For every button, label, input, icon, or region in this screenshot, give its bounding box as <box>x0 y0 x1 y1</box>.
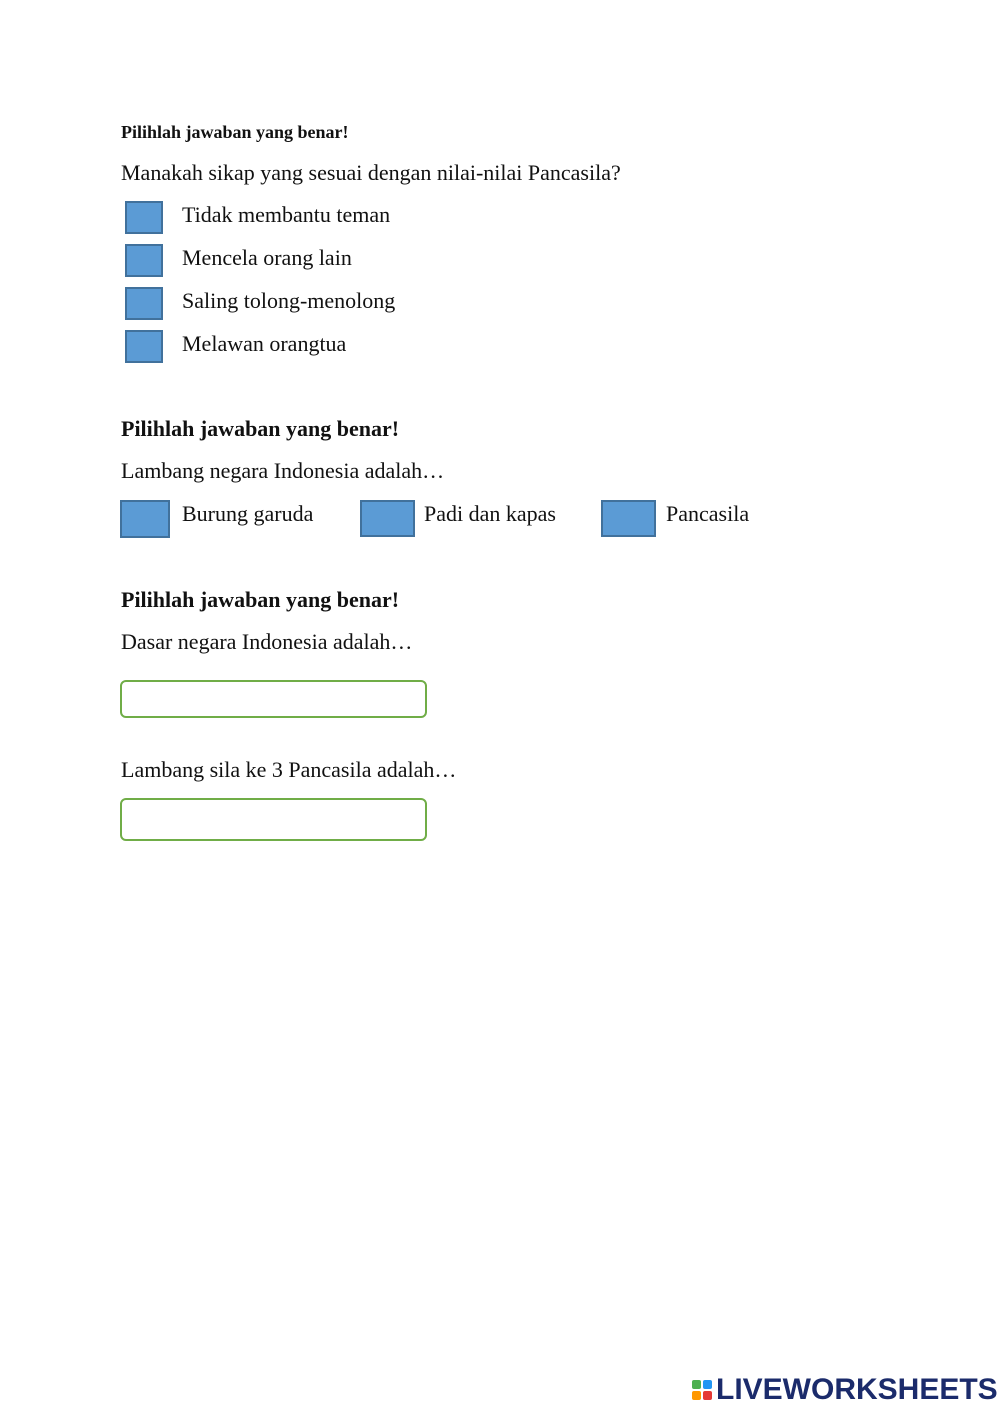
section-1-instruction: Pilihlah jawaban yang benar! <box>121 122 349 142</box>
section-2-instruction: Pilihlah jawaban yang benar! <box>121 416 400 441</box>
option-label-3: Saling tolong-menolong <box>182 288 396 313</box>
section-2-question: Lambang negara Indonesia adalah… <box>121 458 445 483</box>
option-checkbox-4[interactable] <box>125 330 163 363</box>
option-label-2: Mencela orang lain <box>182 245 352 270</box>
section-3-question-2: Lambang sila ke 3 Pancasila adalah… <box>121 757 457 782</box>
option-label-pancasila: Pancasila <box>666 501 750 526</box>
brand-name: LIVEWORKSHEETS <box>716 1373 998 1406</box>
option-checkbox-padi[interactable] <box>360 500 415 537</box>
option-checkbox-1[interactable] <box>125 201 163 234</box>
option-label-garuda: Burung garuda <box>182 501 314 526</box>
option-checkbox-pancasila[interactable] <box>601 500 656 537</box>
option-label-padi: Padi dan kapas <box>424 501 556 526</box>
option-checkbox-garuda[interactable] <box>120 500 170 538</box>
section-3-instruction: Pilihlah jawaban yang benar! <box>121 587 400 612</box>
section-1-question: Manakah sikap yang sesuai dengan nilai-nilai Pancasila? <box>121 160 621 185</box>
section-3-question-1: Dasar negara Indonesia adalah… <box>121 629 413 654</box>
option-label-1: Tidak membantu teman <box>182 202 391 227</box>
option-checkbox-2[interactable] <box>125 244 163 277</box>
answer-input-sila-3[interactable] <box>120 798 427 841</box>
liveworksheets-logo-icon <box>692 1380 712 1400</box>
option-checkbox-3[interactable] <box>125 287 163 320</box>
option-label-4: Melawan orangtua <box>182 331 347 356</box>
liveworksheets-logo <box>692 1374 998 1406</box>
answer-input-dasar-negara[interactable] <box>120 680 427 718</box>
